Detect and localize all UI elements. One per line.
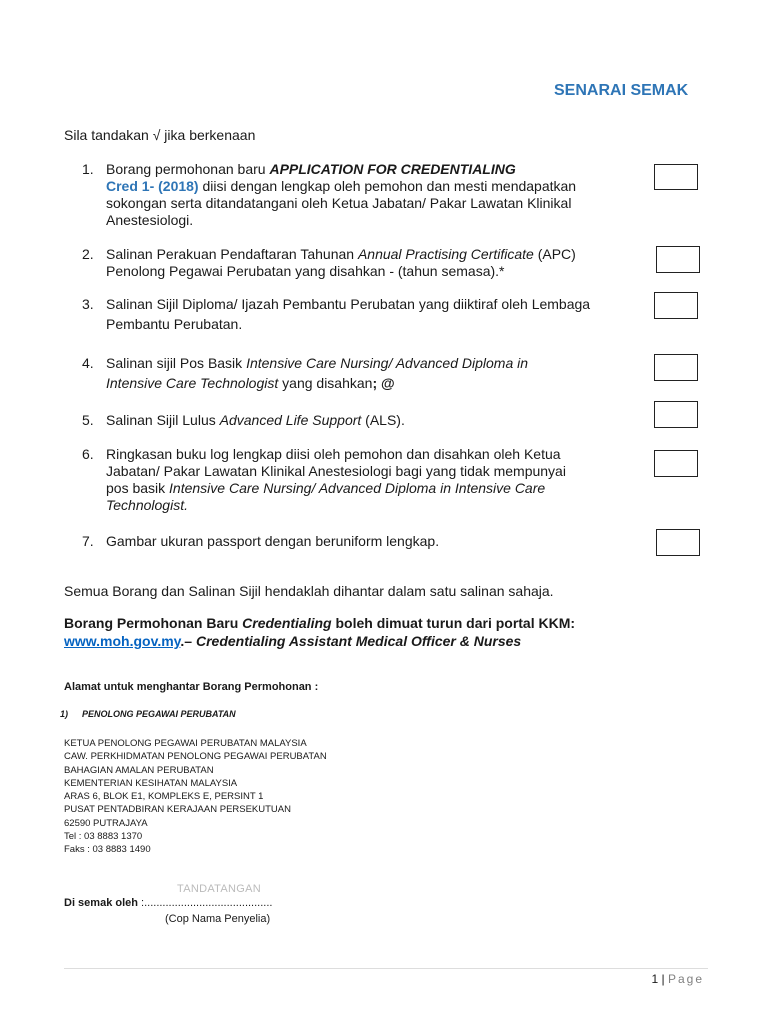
course-name: Intensive Care Nursing/ Advanced Diploma in — [246, 355, 529, 371]
address-sub-label: PENOLONG PEGAWAI PERUBATAN — [82, 709, 236, 719]
certificate-name: Annual Practising Certificate — [357, 246, 534, 262]
form-name: APPLICATION FOR CREDENTIALING — [269, 161, 516, 177]
address-heading: Alamat untuk menghantar Borang Permohonan : — [64, 681, 319, 693]
course-name: Intensive Care Nursing/ Advanced Diploma in Intensive Care — [169, 480, 546, 496]
item-text: (APC) — [533, 246, 576, 262]
portal-text: Borang Permohonan Baru — [64, 615, 243, 631]
address-line: ARAS 6, BLOK E1, KOMPLEKS E, PERSINT 1 — [64, 791, 264, 803]
checkbox-item-5[interactable] — [654, 401, 698, 428]
checked-by-label: Di semak oleh — [64, 897, 138, 909]
address-line: BAHAGIAN AMALAN PERUBATAN — [64, 764, 214, 776]
item-text: Borang permohonan baru — [106, 161, 270, 177]
footer-separator: | — [658, 972, 668, 986]
item-text: Salinan Perakuan Pendaftaran Tahunan — [106, 246, 358, 262]
checkbox-item-4[interactable] — [654, 354, 698, 381]
checkbox-item-6[interactable] — [654, 450, 698, 477]
item-text: Pembantu Perubatan. — [106, 316, 243, 332]
address-line: PUSAT PENTADBIRAN KERAJAAN PERSEKUTUAN — [64, 804, 291, 816]
address-block — [64, 737, 327, 857]
fax-line: Faks : 03 8883 1490 — [64, 844, 151, 856]
item-number: 5. — [82, 412, 94, 428]
item-text: Salinan Sijil Lulus — [106, 412, 220, 428]
course-name: Advanced Life Support — [219, 412, 362, 428]
item-number: 3. — [82, 296, 94, 312]
item-text: Salinan sijil Pos Basik — [106, 355, 247, 371]
address-subheading — [60, 709, 236, 719]
checkbox-item-1[interactable] — [654, 164, 698, 190]
portal-text: Credentialing Assistant Medical Officer & Nurses — [196, 633, 522, 649]
item-text: Jabatan/ Pakar Lawatan Klinikal Anestesiologi bagi yang tidak mempunyai — [106, 463, 566, 479]
item-text: sokongan serta ditandatangani oleh Ketua Jabatan/ Pakar Lawatan Klinikal — [106, 195, 572, 211]
submission-note: Semua Borang dan Salinan Sijil hendaklah dihantar dalam satu salinan sahaja. — [64, 583, 554, 599]
item-number: 7. — [82, 533, 94, 549]
page-footer — [651, 972, 704, 986]
address-sub-number: 1) — [60, 709, 69, 719]
item-number: 1. — [82, 161, 94, 177]
item-text: (ALS). — [361, 412, 405, 428]
portal-info — [64, 614, 575, 650]
portal-text: Credentialing — [242, 615, 332, 631]
course-name: Technologist. — [106, 497, 188, 513]
page-word: Page — [667, 972, 704, 986]
address-line: 62590 PUTRAJAYA — [64, 817, 148, 829]
item-text: diisi dengan lengkap oleh pemohon dan mesti mendapatkan — [198, 178, 577, 194]
address-line: KETUA PENOLONG PEGAWAI PERUBATAN MALAYSIA — [64, 738, 307, 749]
page-number: 1 — [651, 972, 659, 986]
form-code: Cred 1- (2018) — [106, 178, 199, 194]
item-number: 2. — [82, 246, 94, 262]
checked-by-row — [64, 897, 272, 909]
item-text: yang disahkan — [278, 375, 373, 391]
portal-text: .– — [180, 633, 196, 649]
phone-line: Tel : 03 8883 1370 — [64, 831, 143, 843]
item-number: 6. — [82, 446, 94, 462]
portal-link[interactable]: www.moh.gov.my — [64, 633, 181, 649]
course-name: Intensive Care Technologist — [106, 375, 279, 391]
address-line: KEMENTERIAN KESIHATAN MALAYSIA — [64, 777, 238, 789]
checklist-item-2 — [82, 246, 642, 280]
instruction-text: Sila tandakan √ jika berkenaan — [64, 127, 256, 143]
signature-label: TANDATANGAN — [177, 883, 261, 895]
item-number: 4. — [82, 355, 94, 371]
item-text: ; @ — [372, 375, 395, 391]
checklist-item-1 — [82, 161, 642, 229]
checklist-item-4 — [82, 353, 642, 393]
footer-divider — [64, 968, 708, 969]
checklist-item-5 — [82, 412, 642, 429]
checklist-item-3 — [82, 294, 642, 334]
stamp-label: (Cop Nama Penyelia) — [165, 913, 271, 925]
portal-text: boleh dimuat turun dari portal KKM: — [331, 615, 576, 631]
item-text: Penolong Pegawai Perubatan yang disahkan - (tahun semasa).* — [106, 263, 505, 279]
checkbox-item-3[interactable] — [654, 292, 698, 319]
item-text: Salinan Sijil Diploma/ Ijazah Pembantu Perubatan yang diiktiraf oleh Lembaga — [106, 296, 591, 312]
item-text: pos basik — [106, 480, 170, 496]
checklist-item-6 — [82, 446, 642, 514]
page-title: SENARAI SEMAK — [554, 82, 689, 99]
checkbox-item-7[interactable] — [656, 529, 700, 556]
item-text: Gambar ukuran passport dengan beruniform lengkap. — [106, 533, 440, 549]
checklist-item-7 — [82, 533, 642, 550]
address-line: CAW. PERKHIDMATAN PENOLONG PEGAWAI PERUBATAN — [64, 751, 327, 763]
checked-by-line: :.......................................... — [137, 897, 273, 909]
checkbox-item-2[interactable] — [656, 246, 700, 273]
item-text: Ringkasan buku log lengkap diisi oleh pemohon dan disahkan oleh Ketua — [106, 446, 561, 462]
item-text: Anestesiologi. — [106, 212, 194, 228]
